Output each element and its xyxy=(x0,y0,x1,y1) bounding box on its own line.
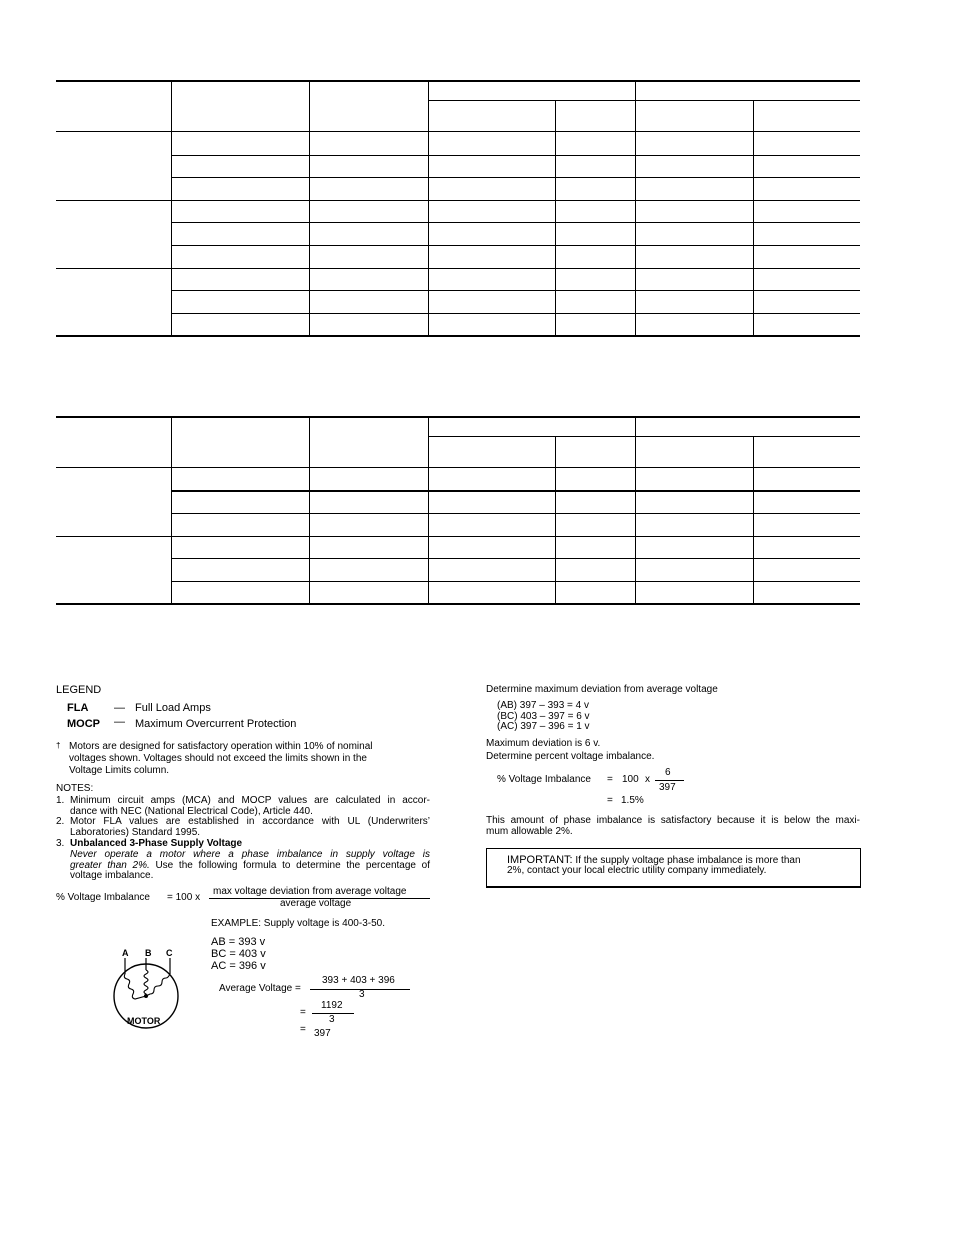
formula-equals: = 100 x xyxy=(167,892,201,903)
footnote-line: Voltage Limits column. xyxy=(69,765,170,776)
table2-group-rule xyxy=(56,536,860,537)
table1-subheader-rule-left xyxy=(428,100,635,101)
table1-column-rule xyxy=(309,80,310,337)
footnote-dagger: † xyxy=(56,741,61,750)
legend-abbr-fla: FLA xyxy=(67,702,89,714)
table2-row-rule xyxy=(172,581,860,582)
table1-top-rule xyxy=(56,80,860,82)
table1-row-rule xyxy=(172,245,860,246)
table1-row-rule xyxy=(172,290,860,291)
table1-subheader-rule-right xyxy=(635,100,860,101)
important-line: 2%, contact your local electric utility company immediately. xyxy=(507,865,767,876)
important-text: If the supply voltage phase imbalance is more than xyxy=(572,855,801,866)
important-callout xyxy=(486,848,861,888)
table1-column-rule xyxy=(635,80,636,337)
footnote-line: Motors are designed for satisfactory operation within 10% of nominal xyxy=(69,741,373,752)
average-voltage-denominator: 3 xyxy=(359,989,365,1000)
note-1-line: Minimum circuit amps (MCA) and MOCP values are calculated in accor- xyxy=(70,795,430,806)
table1-column-rule xyxy=(428,80,429,337)
formula-numerator: max voltage deviation from average voltage xyxy=(213,886,407,897)
example-title: EXAMPLE: Supply voltage is 400-3-50. xyxy=(211,918,385,929)
summary-line: mum allowable 2%. xyxy=(486,826,573,837)
table1-group-rule xyxy=(56,200,860,201)
note-1-line: dance with NEC (National Electrical Code), Article 440. xyxy=(70,806,313,817)
pct-times: x xyxy=(645,774,650,785)
pct-equals: = xyxy=(607,795,613,806)
table2-column-rule xyxy=(753,436,754,605)
table1-row-rule xyxy=(172,313,860,314)
table2-subheader-rule-right xyxy=(635,436,860,437)
note-number: 3. xyxy=(56,838,65,849)
pct-fraction-bar xyxy=(655,780,684,781)
table2-row-rule xyxy=(172,513,860,514)
formula-denominator: average voltage xyxy=(280,898,352,909)
note-3-text: Use the following formula to determine the percentage of xyxy=(149,860,430,871)
motor-label: MOTOR xyxy=(127,1016,161,1026)
notes-title: NOTES: xyxy=(56,783,94,794)
table2-subheader-rule-left xyxy=(428,436,635,437)
legend-abbr-mocp: MOCP xyxy=(67,718,100,730)
average-voltage-equals: = xyxy=(300,1024,306,1035)
legend-def-mocp: Maximum Overcurrent Protection xyxy=(135,718,297,730)
deviation-ac: (AC) 397 – 396 = 1 v xyxy=(497,721,590,732)
percent-title: Determine percent voltage imbalance. xyxy=(486,751,655,762)
example-ab: AB = 393 v xyxy=(211,936,266,948)
table2-row-rule xyxy=(172,558,860,559)
pct-imbalance-label: % Voltage Imbalance xyxy=(497,774,591,785)
legend-title: LEGEND xyxy=(56,684,102,696)
table2-column-rule xyxy=(309,416,310,605)
electrical-data-table-2 xyxy=(56,416,860,606)
footnote-line: voltages shown. Voltages should not exceed the limits shown in the xyxy=(69,753,367,764)
deviation-bc: (BC) 403 – 397 = 6 v xyxy=(497,711,590,722)
note-3-line: voltage imbalance. xyxy=(70,870,154,881)
deviation-title: Determine maximum deviation from average voltage xyxy=(486,684,718,695)
important-label: IMPORTANT: xyxy=(507,854,573,866)
note-number: 2. xyxy=(56,816,65,827)
average-voltage-mid-numerator: 1192 xyxy=(321,1000,343,1011)
example-ac: AC = 396 v xyxy=(211,960,266,972)
table1-column-rule xyxy=(753,100,754,337)
pct-100: 100 xyxy=(622,774,639,785)
note-3-italic: greater than 2%. xyxy=(70,860,150,871)
table2-column-rule xyxy=(171,416,172,605)
table1-row-rule xyxy=(172,222,860,223)
motor-terminal-b: B xyxy=(145,948,152,958)
legend-def-fla: Full Load Amps xyxy=(135,702,211,714)
pct-result: 1.5% xyxy=(621,795,644,806)
summary-line: This amount of phase imbalance is satisfactory because it is below the maxi- xyxy=(486,815,860,826)
pct-equals: = xyxy=(607,774,613,785)
pct-denominator: 397 xyxy=(659,782,676,793)
average-voltage-numerator: 393 + 403 + 396 xyxy=(322,975,395,986)
average-voltage-mid-denominator: 3 xyxy=(329,1014,335,1025)
table1-group-rule xyxy=(56,268,860,269)
note-2-line: Motor FLA values are established in accordance with UL (Underwriters’ xyxy=(70,816,430,827)
table2-column-rule xyxy=(428,416,429,605)
max-deviation: Maximum deviation is 6 v. xyxy=(486,738,601,749)
table2-bottom-rule xyxy=(56,603,860,605)
table2-column-rule xyxy=(635,416,636,605)
table1-bottom-rule xyxy=(56,335,860,337)
electrical-data-table-1 xyxy=(56,80,860,337)
table1-column-rule xyxy=(555,100,556,337)
note-number: 1. xyxy=(56,795,65,806)
table1-header-bottom-rule xyxy=(56,131,860,132)
average-voltage-equals: = xyxy=(300,1007,306,1018)
deviation-ab: (AB) 397 – 393 = 4 v xyxy=(497,700,590,711)
average-voltage-result: 397 xyxy=(314,1028,331,1039)
example-bc: BC = 403 v xyxy=(211,948,266,960)
note-2-line: Laboratories) Standard 1995. xyxy=(70,827,201,838)
legend-dash: — xyxy=(114,716,125,728)
formula-label: % Voltage Imbalance xyxy=(56,892,150,903)
table2-header-bottom-rule xyxy=(56,467,860,468)
table1-row-rule xyxy=(172,177,860,178)
motor-terminal-a: A xyxy=(122,948,129,958)
table1-row-rule xyxy=(172,155,860,156)
table2-column-rule xyxy=(555,436,556,605)
average-voltage-label: Average Voltage = xyxy=(219,983,301,994)
table2-top-rule xyxy=(56,416,860,418)
motor-terminal-c: C xyxy=(166,948,173,958)
table2-row-rule xyxy=(172,490,860,492)
note-3-title: Unbalanced 3-Phase Supply Voltage xyxy=(70,838,243,849)
legend-dash: — xyxy=(114,702,125,714)
table1-column-rule xyxy=(171,80,172,337)
note-3-italic: Never operate a motor where a phase imbalance in supply voltage is xyxy=(70,849,430,860)
pct-numerator: 6 xyxy=(665,767,671,778)
